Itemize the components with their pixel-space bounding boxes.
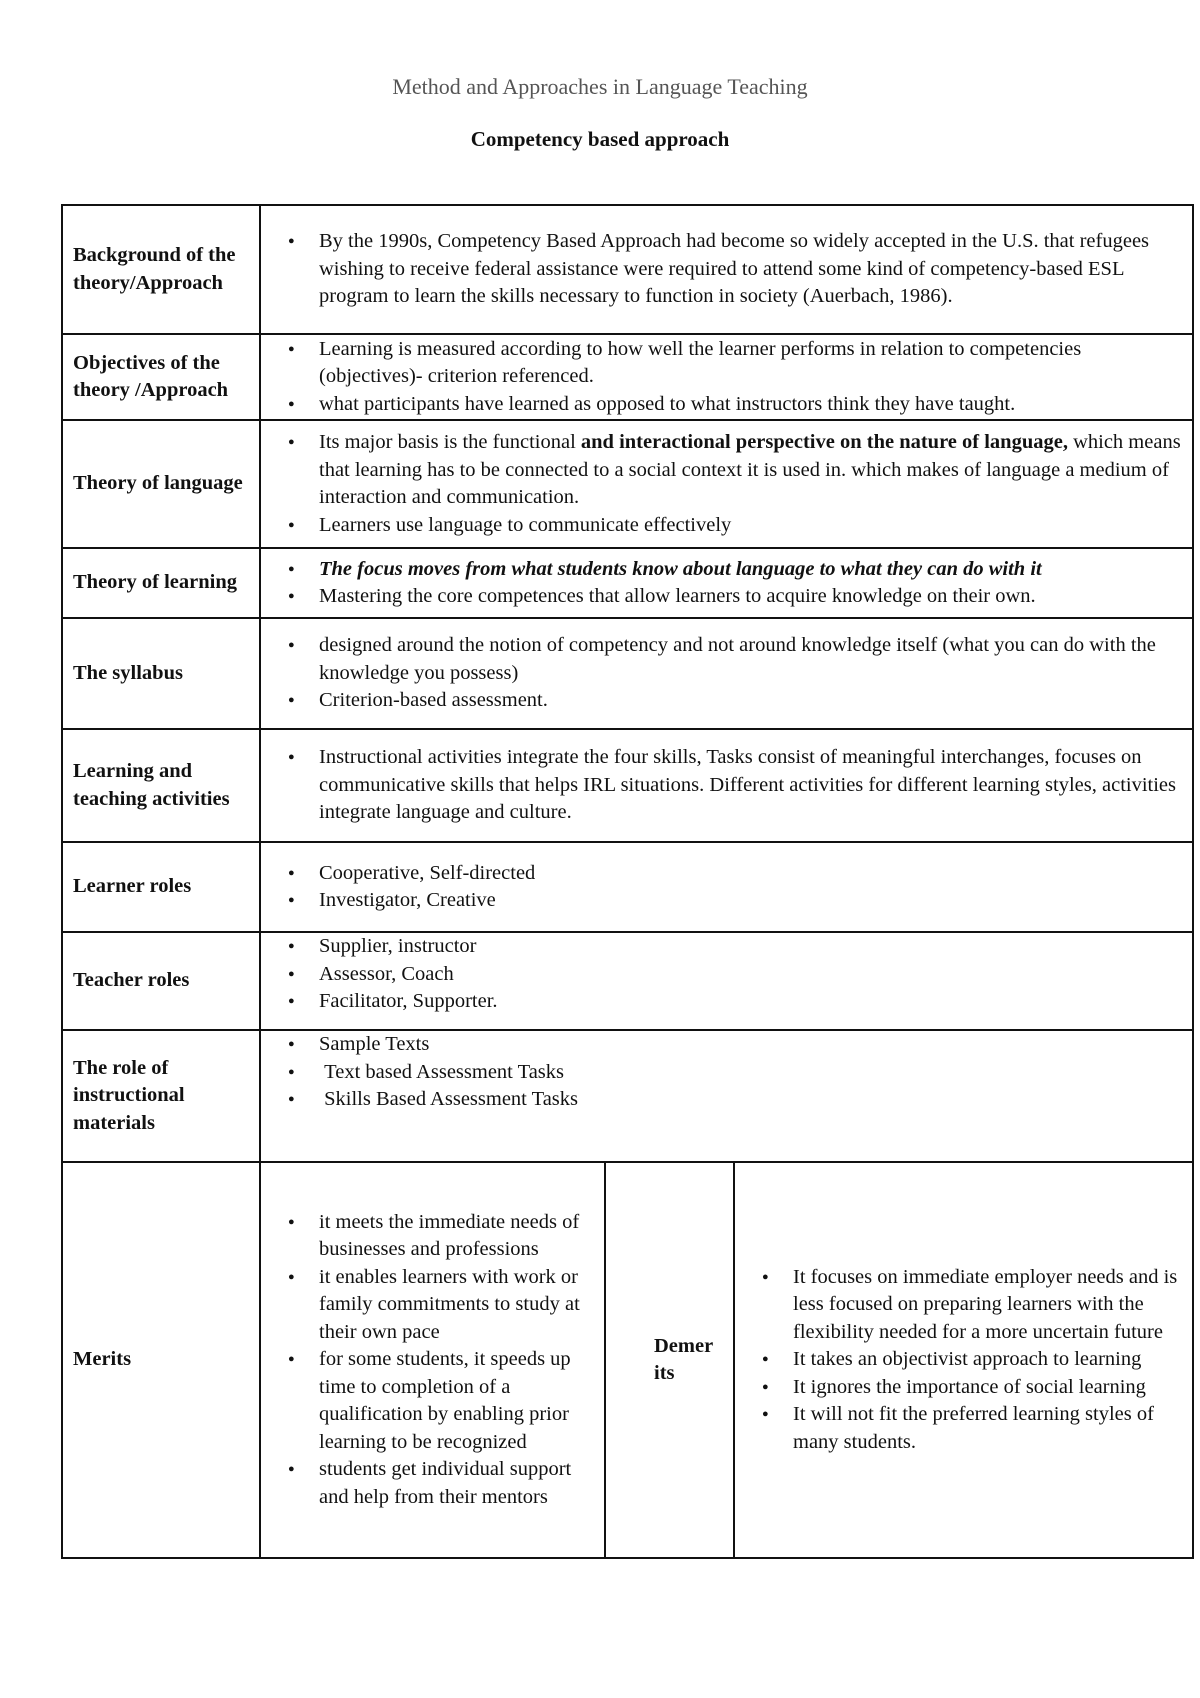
demerits-content xyxy=(734,1162,1193,1558)
row-label-teacher-roles: Teacher roles xyxy=(62,932,260,1030)
bullet-list xyxy=(271,429,1182,539)
bullet-list xyxy=(745,1264,1182,1457)
list-item: ● Skills Based Assessment Tasks xyxy=(319,1086,1182,1114)
list-item: ● Instructional activities integrate the four skills, Tasks consist of meaningful interchanges, focuses on communicative skills that helps IRL situations. Different activities for different learning styles, activities integrate language and culture. xyxy=(319,744,1182,827)
bullet-list xyxy=(271,556,1182,611)
text-run: Its major basis is the functional xyxy=(319,431,581,453)
bullet-list xyxy=(271,1209,594,1512)
row-content-teacher-roles xyxy=(260,932,1193,1030)
table-row-materials xyxy=(62,1030,1193,1162)
row-label-syllabus: The syllabus xyxy=(62,618,260,729)
bullet-list xyxy=(271,228,1182,311)
list-item: ● what participants have learned as opposed to what instructors think they have taught. xyxy=(319,391,1182,419)
table-row-background xyxy=(62,205,1193,334)
row-label-materials: The role of instructional materials xyxy=(62,1030,260,1162)
row-content-objectives xyxy=(260,334,1193,420)
table-row-syllabus xyxy=(62,618,1193,729)
row-label-theory-language: Theory of language xyxy=(62,420,260,548)
list-item: ● it meets the immediate needs of businesses and professions xyxy=(319,1209,594,1264)
comparison-table xyxy=(61,204,1194,1559)
list-item: ● Learners use language to communicate effectively xyxy=(319,512,1182,540)
list-item: ● Text based Assessment Tasks xyxy=(319,1059,1182,1087)
row-content-theory-language xyxy=(260,420,1193,548)
list-item: ● Assessor, Coach xyxy=(319,961,1182,989)
document-title: Competency based approach xyxy=(470,127,730,151)
row-label-merits: Merits xyxy=(62,1162,260,1558)
row-content-activities xyxy=(260,729,1193,842)
row-label-background: Background of the theory/Approach xyxy=(62,205,260,334)
bullet-list xyxy=(271,744,1182,827)
table-row-theory-learning xyxy=(62,548,1193,618)
list-item: ● students get individual support and help from their mentors xyxy=(319,1456,594,1511)
list-item: ● for some students, it speeds up time to completion of a qualification by enabling prior learning to be recognized xyxy=(319,1346,594,1456)
list-item: ● Investigator, Creative xyxy=(319,887,1182,915)
row-content-materials xyxy=(260,1030,1193,1162)
row-label-objectives: Objectives of the theory /Approach xyxy=(62,334,260,420)
list-item: ● The focus moves from what students know about language to what they can do with it xyxy=(319,556,1182,584)
bullet-list xyxy=(271,1031,1182,1114)
list-item: ● Learning is measured according to how well the learner performs in relation to competencies (objectives)- criterion referenced. xyxy=(319,336,1182,391)
list-item: ● Sample Texts xyxy=(319,1031,1182,1059)
list-item xyxy=(319,429,1182,512)
bullet-list xyxy=(271,933,1182,1016)
list-item: ● It will not fit the preferred learning styles of many students. xyxy=(793,1401,1182,1456)
row-content-learner-roles xyxy=(260,842,1193,932)
merits-content xyxy=(260,1162,605,1558)
list-item: ● it enables learners with work or family commitments to study at their own pace xyxy=(319,1264,594,1347)
list-item: ● By the 1990s, Competency Based Approach had become so widely accepted in the U.S. that refugees wishing to receive federal assistance were required to attend some kind of competency-based ESL program to learn the skills necessary to function in society (Auerbach, 1986). xyxy=(319,228,1182,311)
table-row-objectives xyxy=(62,334,1193,420)
table-row-learner-roles xyxy=(62,842,1193,932)
row-content-theory-learning xyxy=(260,548,1193,618)
row-label-learner-roles: Learner roles xyxy=(62,842,260,932)
document-heading: Method and Approaches in Language Teaching xyxy=(392,74,808,99)
table-row-merits xyxy=(62,1162,1193,1558)
row-content-background xyxy=(260,205,1193,334)
list-item: ● Cooperative, Self-directed xyxy=(319,860,1182,888)
list-item: ● Facilitator, Supporter. xyxy=(319,988,1182,1016)
list-item: ● designed around the notion of competency and not around knowledge itself (what you can do with the knowledge you possess) xyxy=(319,632,1182,687)
bullet-list xyxy=(271,336,1182,419)
table-row-activities xyxy=(62,729,1193,842)
list-item: ● It focuses on immediate employer needs and is less focused on preparing learners with the flexibility needed for a more uncertain future xyxy=(793,1264,1182,1347)
row-label-demerits: Demer its xyxy=(605,1162,734,1558)
list-item: ● It ignores the importance of social learning xyxy=(793,1374,1182,1402)
list-item: ● Mastering the core competences that allow learners to acquire knowledge on their own. xyxy=(319,583,1182,611)
bullet-list xyxy=(271,860,1182,915)
list-item: ● Criterion-based assessment. xyxy=(319,687,1182,715)
bullet-list xyxy=(271,632,1182,715)
table-row-theory-language xyxy=(62,420,1193,548)
bold-text-run: and interactional perspective on the nature of language, xyxy=(580,431,1068,453)
table-row-teacher-roles xyxy=(62,932,1193,1030)
list-item: ● It takes an objectivist approach to learning xyxy=(793,1346,1182,1374)
list-item: ● Supplier, instructor xyxy=(319,933,1182,961)
row-label-activities: Learning and teaching activities xyxy=(62,729,260,842)
text-run: which means that learning has to be connected to a social context it is used in. which makes of language a medium of interaction and communication. xyxy=(319,431,1181,508)
row-content-syllabus xyxy=(260,618,1193,729)
row-label-theory-learning: Theory of learning xyxy=(62,548,260,618)
